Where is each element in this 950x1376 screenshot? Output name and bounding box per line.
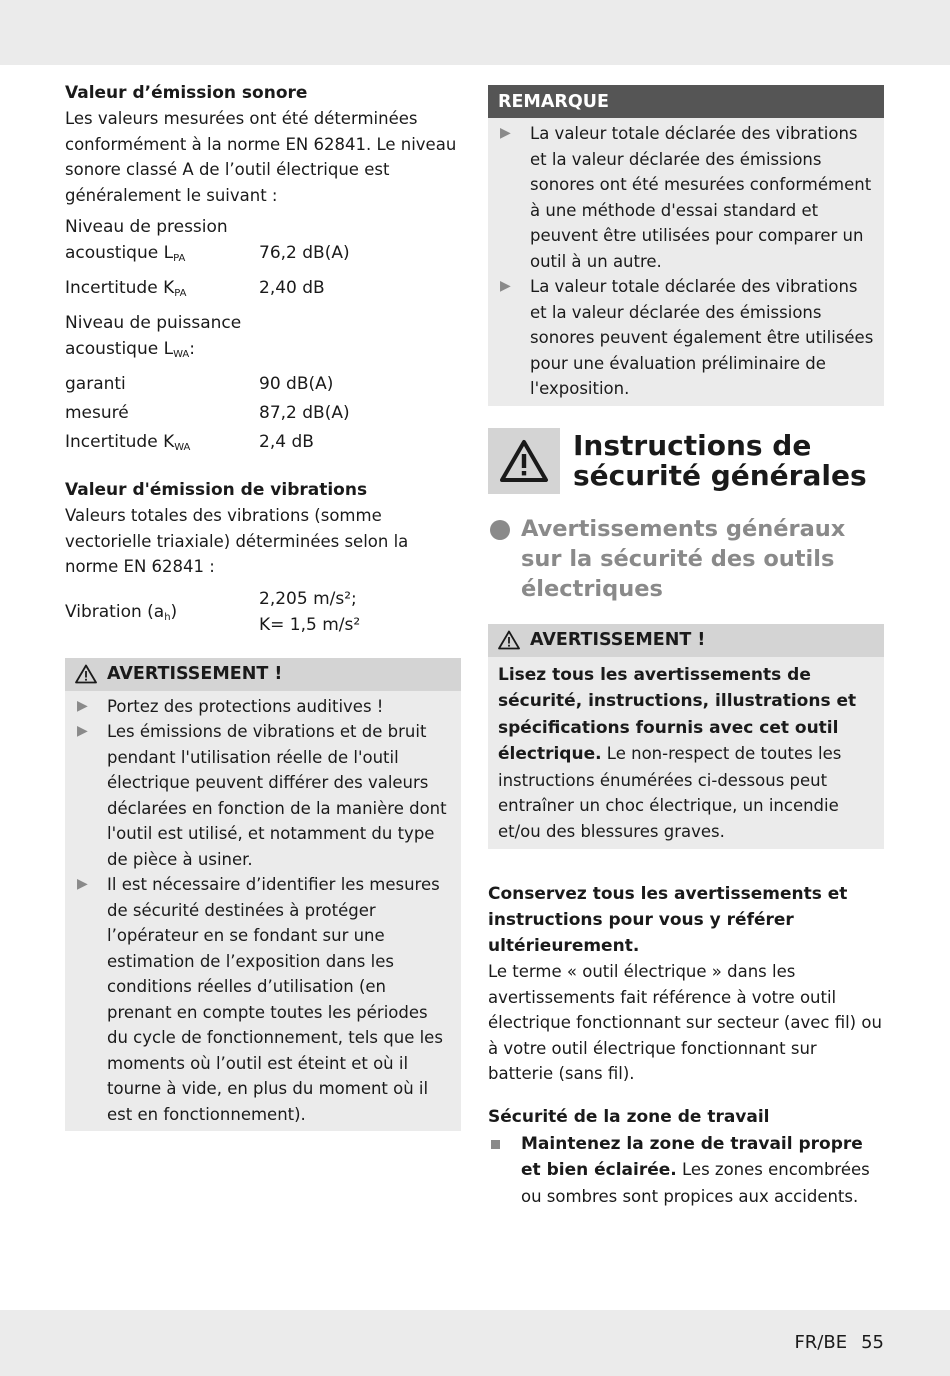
keep-instructions-text: Le terme « outil électrique » dans les avertissements fait référence à votre outil électrique fonctionnant sur secteur (avec fil) ou à votre outil électrique fonctionnant sur batterie (sans fil). [488,962,882,1083]
vibration-spec-table [65,586,461,638]
kwa-value: 2,4 dB [259,432,314,452]
arrow-bullet-icon: ▶ [500,278,511,294]
remark-box [488,85,884,406]
spec-row-vibration [65,586,461,638]
vibration-sub: h [164,611,171,623]
vibration-value-2: K= 1,5 m/s² [259,614,361,635]
subsection-title-line-2: sur la sécurité des outils [521,545,835,572]
noise-emission-text: Les valeurs mesurées ont été déterminées conformément à la norme EN 62841. Le niveau sonore classé A de l’outil électrique est généralement le suivant : [65,109,457,205]
warning-box-header [65,658,461,691]
lwa-label-1: Niveau de puissance [65,313,242,333]
work-area-item-text: Les zones encombrées ou sombres sont propices aux accidents. [521,1160,870,1206]
arrow-bullet-icon: ▶ [77,723,88,739]
kwa-label: Incertitude K [65,432,175,452]
vibration-emission-title: Valeur d'émission de vibrations [65,480,368,500]
vibration-label-end: ) [170,601,178,622]
warning-box-left [65,658,461,1132]
kpa-label: Incertitude K [65,278,175,298]
lpa-sub: PA [173,253,186,264]
vibration-label: Vibration (a [65,601,165,622]
spec-row-lpa [65,214,461,272]
list-item-text: Il est nécessaire d’identifier les mesures de sécurité destinées à protéger l’opérateur en se fondant sur une estimation de l’exposition dans les conditions réelles d’utilisation (en prenant en compte toutes les périodes du cycle de fonctionnement, tels que les moments où l’outil est éteint et où il tourne à vide, en plus du moment où il est en fonctionnement). [107,875,443,1124]
spec-row-lwa [65,310,461,368]
square-bullet-icon [488,1131,521,1210]
spec-row-measured [65,400,461,426]
list-item-text: La valeur totale déclarée des vibrations et la valeur déclarée des émissions sonores ont été mesurées conformément à une méthode d'essai standard et peuvent être utilisées pour comparer un outil à un autre. [530,124,872,271]
warning-box-header [488,624,884,657]
lpa-label-2: acoustique L [65,243,174,263]
list-item [75,694,451,720]
language-code: FR/BE [794,1332,848,1353]
list-item [488,1131,884,1210]
list-item [498,274,874,402]
page-title [573,428,867,492]
noise-emission-title: Valeur d’émission sonore [65,83,308,103]
list-item [75,719,451,872]
warning-title: AVERTISSEMENT ! [107,664,283,684]
guaranteed-value: 90 dB(A) [259,374,334,394]
page-title-line-2: sécurité générales [573,458,867,492]
work-area-item-bold: Maintenez la zone de travail propre et bien éclairée. [521,1133,863,1180]
section-title [488,428,884,494]
page-number: 55 [861,1332,884,1353]
warning-triangle-icon [75,664,97,684]
left-column [65,80,461,1131]
warning-triangle-icon [499,439,549,483]
kpa-value: 2,40 dB [259,278,325,298]
warning-title: AVERTISSEMENT ! [530,630,706,650]
warning-body [488,657,884,850]
spec-row-guaranteed [65,371,461,397]
list-item-text: Les émissions de vibrations et de bruit pendant l'utilisation réelle de l'outil électrique peuvent différer des valeurs déclarées en fonction de la manière dont l'outil est utilisé, et notamment du type de pièce à usiner. [107,722,447,869]
remark-header: REMARQUE [488,85,884,118]
subsection-title [521,514,845,604]
spec-row-kwa [65,429,461,461]
list-item-text: La valeur totale déclarée des vibrations et la valeur déclarée des émissions sonores peuvent également être utilisées pour une évaluation préliminaire de l'exposition. [530,277,874,398]
list-item-text: Portez des protections auditives ! [107,696,384,716]
page-footer [794,1332,884,1353]
remark-list [488,118,884,406]
lpa-label-1: Niveau de pression [65,217,228,237]
warning-triangle-icon [498,630,520,650]
lwa-suffix: : [189,339,196,359]
vibration-value-1: 2,205 m/s²; [259,588,357,609]
guaranteed-label: garanti [65,374,126,394]
arrow-bullet-icon: ▶ [500,125,511,141]
arrow-bullet-icon: ▶ [77,876,88,892]
measured-label: mesuré [65,403,129,423]
subsection-heading [488,514,884,604]
noise-spec-table [65,214,461,461]
list-item [498,121,874,274]
lwa-sub: WA [173,349,190,360]
right-column [488,85,884,1209]
lpa-value: 76,2 dB(A) [259,243,350,263]
warning-text: Le non-respect de toutes les instructions énumérées ci-dessous peut entraîner un choc électrique, un incendie et/ou des blessures graves. [498,744,842,841]
warning-list [65,691,461,1132]
warning-box-right [488,624,884,850]
list-item [75,872,451,1127]
work-area-title: Sécurité de la zone de travail [488,1106,770,1127]
warning-bold-text: Lisez tous les avertissements de sécurité, instructions, illustrations et spécifications fournis avec cet outil électrique. [498,664,857,764]
vibration-emission-text: Valeurs totales des vibrations (somme vectorielle triaxiale) déterminées selon la norme EN 62841 : [65,506,409,576]
subsection-title-line-1: Avertissements généraux [521,515,846,542]
kwa-sub: WA [174,442,191,453]
top-band [0,0,950,65]
arrow-bullet-icon: ▶ [77,697,88,714]
measured-value: 87,2 dB(A) [259,403,350,423]
subsection-title-line-3: électriques [521,575,663,602]
spec-row-kpa [65,275,461,307]
dot-bullet-icon [490,520,510,540]
kpa-sub: PA [174,288,187,299]
section-warning-icon-box [488,428,560,494]
page-title-line-1: Instructions de [573,428,812,462]
keep-instructions-title: Conservez tous les avertissements et instructions pour vous y référer ultérieurement. [488,884,848,956]
lwa-label-2: acoustique L [65,339,174,359]
